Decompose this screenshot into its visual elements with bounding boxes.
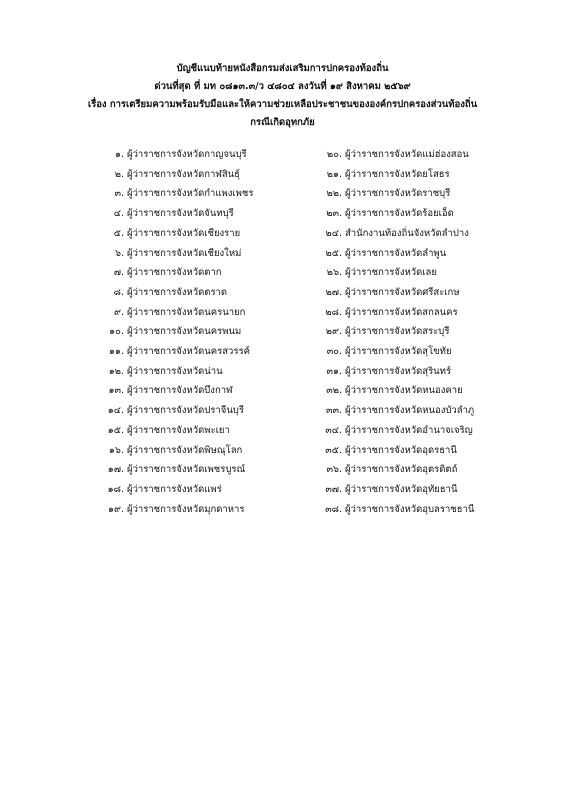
item-text: ผู้ว่าราชการจังหวัดลำพูน (345, 247, 447, 259)
item-number: ๓๕. (325, 444, 342, 456)
item-number: ๗. (113, 267, 124, 279)
item-number: ๒๙. (325, 326, 342, 338)
item-text: ผู้ว่าราชการจังหวัดหนองคาย (345, 385, 463, 397)
item-text: ผู้ว่าราชการจังหวัดอุดรธานี (345, 444, 457, 456)
item-text: ผู้ว่าราชการจังหวัดตาก (127, 267, 222, 279)
item-number: ๓๔. (325, 424, 342, 436)
list-item (314, 460, 474, 480)
list-item (314, 381, 474, 401)
item-text: ผู้ว่าราชการจังหวัดนครสวรรค์ (127, 346, 250, 358)
item-number: ๑๓. (108, 385, 124, 397)
recipient-list-left (96, 145, 253, 519)
list-item (96, 342, 253, 362)
header-subject: เรื่อง การเตรียมความพร้อมรับมือและให้ความช่วยเหลือประชาชนขององค์กรปกครองส่วนท้องถิ่น (87, 99, 478, 110)
document-header (0, 60, 565, 132)
list-item (96, 224, 253, 244)
list-item (314, 401, 474, 421)
item-text: ผู้ว่าราชการจังหวัดศรีสะเกษ (345, 286, 460, 298)
item-number: ๒๒. (326, 188, 342, 200)
item-number: ๑๒. (108, 365, 124, 377)
item-text: ผู้ว่าราชการจังหวัดยโสธร (345, 168, 450, 180)
item-text: ผู้ว่าราชการจังหวัดพิษณุโลก (127, 444, 243, 456)
item-text: ผู้ว่าราชการจังหวัดบึงกาฬ (127, 385, 233, 397)
list-item (96, 381, 253, 401)
item-number: ๑๔. (107, 405, 124, 417)
item-number: ๒๗. (325, 286, 342, 298)
item-text: ผู้ว่าราชการจังหวัดเลย (345, 267, 437, 279)
list-item (314, 322, 474, 342)
list-item (96, 303, 253, 323)
item-number: ๕. (113, 227, 124, 239)
item-number: ๒. (114, 168, 124, 180)
item-number: ๑๐. (109, 326, 124, 338)
item-text: ผู้ว่าราชการจังหวัดนครพนม (127, 326, 242, 338)
item-number: ๒๑. (326, 168, 342, 180)
header-title: บัญชีแนบท้ายหนังสือกรมส่งเสริมการปกครองท้องถิ่น (176, 63, 389, 74)
list-item (96, 204, 253, 224)
item-text: ผู้ว่าราชการจังหวัดอำนาจเจริญ (345, 424, 473, 436)
list-item (314, 303, 474, 323)
item-number: ๓. (114, 188, 124, 200)
list-item (314, 500, 474, 520)
item-text: ผู้ว่าราชการจังหวัดเพชรบูรณ์ (127, 464, 246, 476)
item-text: ผู้ว่าราชการจังหวัดเชียงใหม่ (127, 247, 242, 259)
item-number: ๓๖. (326, 464, 342, 476)
list-item (96, 500, 253, 520)
list-item (314, 342, 474, 362)
list-item (96, 441, 253, 461)
list-item (96, 283, 253, 303)
list-item (314, 441, 474, 461)
item-number: ๓๑. (326, 365, 342, 377)
item-text: ผู้ว่าราชการจังหวัดอุตรดิตถ์ (345, 464, 458, 476)
item-number: ๓๗. (325, 483, 342, 495)
list-item (314, 283, 474, 303)
list-item (96, 480, 253, 500)
item-number: ๒๐. (326, 149, 342, 160)
item-number: ๓๘. (325, 503, 342, 515)
item-text: ผู้ว่าราชการจังหวัดแพร่ (127, 483, 222, 495)
list-item (314, 204, 474, 224)
list-item (96, 244, 253, 264)
list-item (96, 421, 253, 441)
list-item (96, 362, 253, 382)
header-reference: ด่วนที่สุด ที่ มท ๐๘๑๓.๓/ว ๔๘๐๔ ลงวันที่ ๑๙ สิงหาคม ๒๕๖๙ (154, 81, 411, 92)
item-number: ๒๔. (325, 227, 342, 239)
list-item (314, 224, 474, 244)
item-text: ผู้ว่าราชการจังหวัดพะเยา (127, 424, 230, 436)
item-text: ผู้ว่าราชการจังหวัดหนองบัวลำภู (345, 405, 475, 417)
list-item (314, 263, 474, 283)
item-number: ๓๐. (326, 346, 342, 358)
item-number: ๘. (113, 286, 124, 298)
item-number: ๒๓. (326, 208, 342, 220)
list-item (314, 145, 474, 165)
item-text: ผู้ว่าราชการจังหวัดเชียงราย (127, 227, 241, 239)
item-text: ผู้ว่าราชการจังหวัดนครนายก (127, 306, 246, 318)
list-item (96, 401, 253, 421)
item-number: ๑. (114, 149, 124, 160)
item-text: ผู้ว่าราชการจังหวัดสุรินทร์ (345, 365, 452, 377)
item-number: ๒๖. (326, 267, 342, 279)
item-number: ๑๘. (107, 483, 124, 495)
item-text: ผู้ว่าราชการจังหวัดร้อยเอ็ด (345, 208, 454, 220)
header-subject-continued: กรณีเกิดอุทกภัย (250, 117, 315, 128)
list-item (314, 362, 474, 382)
item-text: ผู้ว่าราชการจังหวัดสระบุรี (345, 326, 450, 338)
item-text: ผู้ว่าราชการจังหวัดมุกดาหาร (127, 503, 245, 515)
item-text: ผู้ว่าราชการจังหวัดกาญจนบุรี (127, 149, 247, 160)
item-text: สำนักงานท้องถิ่นจังหวัดลำปาง (345, 227, 469, 239)
item-number: ๒๕. (325, 247, 342, 259)
item-text: ผู้ว่าราชการจังหวัดอุทัยธานี (345, 483, 458, 495)
item-text: ผู้ว่าราชการจังหวัดตราด (127, 286, 228, 298)
recipient-list-right (314, 145, 474, 519)
item-text: ผู้ว่าราชการจังหวัดกาฬสินธุ์ (127, 168, 240, 180)
item-text: ผู้ว่าราชการจังหวัดสกลนคร (345, 306, 458, 318)
item-number: ๓๒. (326, 385, 342, 397)
list-item (314, 480, 474, 500)
item-text: ผู้ว่าราชการจังหวัดราชบุรี (345, 188, 451, 200)
list-item (96, 165, 253, 185)
item-number: ๒๘. (325, 306, 342, 318)
item-number: ๙. (114, 306, 124, 318)
item-number: ๔. (113, 208, 124, 220)
item-text: ผู้ว่าราชการจังหวัดกำแพงเพชร (127, 188, 254, 200)
item-text: ผู้ว่าราชการจังหวัดสุโขทัย (345, 346, 452, 358)
list-item (96, 145, 253, 165)
item-text: ผู้ว่าราชการจังหวัดอุบลราชธานี (345, 503, 475, 515)
list-item (314, 165, 474, 185)
list-item (96, 184, 253, 204)
list-item (96, 263, 253, 283)
item-number: ๖. (114, 247, 124, 259)
item-text: ผู้ว่าราชการจังหวัดปราจีนบุรี (127, 405, 244, 417)
list-item (314, 184, 474, 204)
item-number: ๑๕. (107, 424, 124, 436)
item-number: ๑๖. (108, 444, 124, 456)
list-item (96, 460, 253, 480)
list-item (96, 322, 253, 342)
item-number: ๑๗. (107, 464, 124, 476)
list-item (314, 421, 474, 441)
item-number: ๑๑. (108, 346, 124, 358)
list-item (314, 244, 474, 264)
item-text: ผู้ว่าราชการจังหวัดน่าน (127, 365, 223, 377)
item-number: ๓๓. (325, 405, 342, 417)
item-number: ๑๙. (107, 503, 124, 515)
item-text: ผู้ว่าราชการจังหวัดแม่ฮ่องสอน (345, 149, 469, 160)
item-text: ผู้ว่าราชการจังหวัดจันทบุรี (127, 208, 234, 220)
